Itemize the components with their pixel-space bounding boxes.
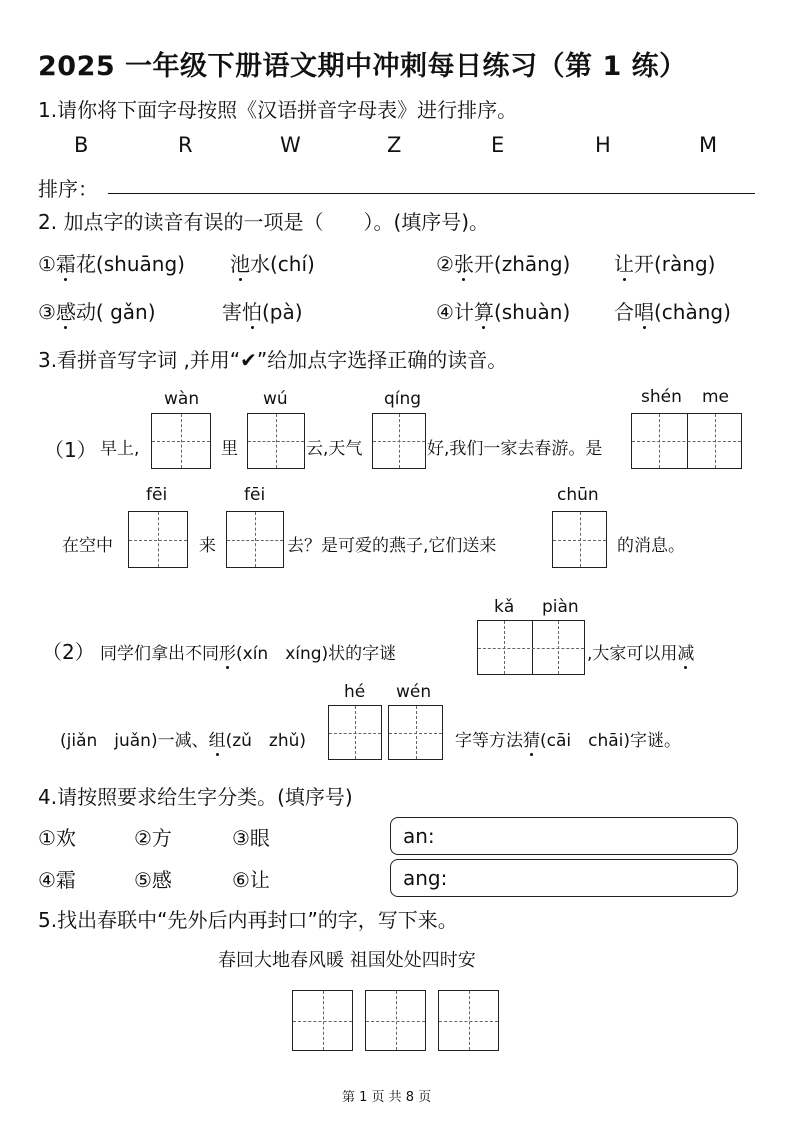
- q4-char-6: ⑥让: [232, 868, 270, 892]
- tianzige-he[interactable]: [328, 705, 382, 760]
- q5-prompt: 5.找出春联中“先外后内再封口”的字，写下来。: [38, 908, 458, 932]
- pinyin-he: hé: [344, 682, 366, 702]
- q5-couplet: 春回大地春风暖 祖国处处四时安: [218, 950, 476, 971]
- letter-b: B: [74, 133, 89, 157]
- tianzige-wan[interactable]: [151, 413, 211, 469]
- q2-option-3: ③感动( gǎn): [38, 300, 156, 324]
- tianzige-wu[interactable]: [247, 413, 305, 469]
- q3-part1-text-5: 在空中: [62, 536, 113, 556]
- pinyin-ka: kǎ: [494, 597, 515, 617]
- q4-char-3: ③眼: [232, 826, 270, 850]
- q3-part2-text-1: 同学们拿出不同形(xín xíng)状的字谜: [100, 644, 397, 664]
- pinyin-chun: chūn: [557, 485, 599, 505]
- letter-w: W: [280, 133, 301, 157]
- q4-char-2: ②方: [134, 826, 172, 850]
- letter-h: H: [595, 133, 611, 157]
- tianzige-fei-2[interactable]: [226, 511, 284, 568]
- q2-option-3-word2: 害怕(pà): [222, 300, 303, 324]
- q4-char-1: ①欢: [38, 826, 76, 850]
- q2-option-2-word2: 让开(ràng): [614, 252, 716, 276]
- q3-part1-text-3: 云,天气: [306, 439, 363, 459]
- q2-option-1: ①霜花(shuāng): [38, 252, 185, 276]
- pinyin-me: me: [702, 387, 730, 407]
- q1-answer-line[interactable]: [108, 193, 755, 194]
- q1-prompt: 1.请你将下面字母按照《汉语拼音字母表》进行排序。: [38, 98, 518, 122]
- q3-part1-text-2: 里: [221, 439, 238, 459]
- pinyin-wen: wén: [396, 682, 432, 702]
- letter-e: E: [491, 133, 505, 157]
- letter-m: M: [699, 133, 718, 157]
- q3-part1-text-4: 好,我们一家去春游。是: [427, 439, 603, 459]
- pinyin-wu: wú: [263, 389, 288, 409]
- tianzige-qing[interactable]: [372, 413, 426, 469]
- pinyin-shen: shén: [641, 387, 682, 407]
- q3-part2-text-2: ,大家可以用减: [587, 644, 695, 664]
- q3-part1-text-7: 去？是可爱的燕子,它们送来: [287, 536, 497, 556]
- q4-char-4: ④霜: [38, 868, 76, 892]
- q1-answer-label: 排序：: [38, 177, 98, 201]
- q5-tianzige-1[interactable]: [292, 990, 353, 1051]
- page-title: 2025 一年级下册语文期中冲刺每日练习（第 1 练）: [38, 51, 687, 82]
- an-answer-box[interactable]: [390, 817, 738, 855]
- page-footer: 第 1 页 共 8 页: [342, 1090, 432, 1105]
- q3-part2-number: （2）: [42, 640, 95, 664]
- q2-option-2: ②张开(zhāng): [436, 252, 571, 276]
- pinyin-fei-2: fēi: [244, 485, 266, 505]
- pinyin-fei-1: fēi: [146, 485, 168, 505]
- q2-option-4-word2: 合唱(chàng): [614, 300, 731, 324]
- q3-prompt: 3.看拼音写字词 ,并用“✔”给加点字选择正确的读音。: [38, 348, 508, 372]
- q3-part2-text-4: 字等方法猜(cāi chāi)字谜。: [455, 731, 682, 751]
- pinyin-qing: qíng: [384, 389, 422, 409]
- q5-tianzige-2[interactable]: [365, 990, 426, 1051]
- q2-option-4: ④计算(shuàn): [436, 300, 571, 324]
- q2-option-1-word2: 池水(chí): [230, 252, 315, 276]
- letter-r: R: [178, 133, 193, 157]
- ang-label: ang:: [403, 866, 448, 890]
- q3-part2-text-3: (jiǎn juǎn)一减、组(zǔ zhǔ): [60, 731, 307, 751]
- ang-answer-box[interactable]: [390, 859, 738, 897]
- tianzige-wen[interactable]: [388, 705, 443, 760]
- an-label: an:: [403, 824, 435, 848]
- q4-prompt: 4.请按照要求给生字分类。(填序号): [38, 785, 353, 809]
- pinyin-pian: piàn: [542, 597, 579, 617]
- tianzige-kapian[interactable]: [477, 620, 585, 675]
- q3-part1-text-6: 来: [199, 536, 216, 556]
- q3-part1-text-1: 早上,: [100, 439, 140, 459]
- q4-char-5: ⑤感: [134, 868, 172, 892]
- q3-part1-text-8: 的消息。: [617, 536, 685, 556]
- pinyin-wan: wàn: [164, 389, 200, 409]
- letter-z: Z: [387, 133, 402, 157]
- tianzige-fei-1[interactable]: [128, 511, 188, 568]
- q2-prompt: 2. 加点字的读音有误的一项是（ ）。(填序号)。: [38, 210, 490, 234]
- tianzige-chun[interactable]: [552, 511, 607, 568]
- q3-part1-number: （1）: [44, 438, 97, 462]
- tianzige-shenme[interactable]: [631, 413, 742, 469]
- q5-tianzige-3[interactable]: [438, 990, 499, 1051]
